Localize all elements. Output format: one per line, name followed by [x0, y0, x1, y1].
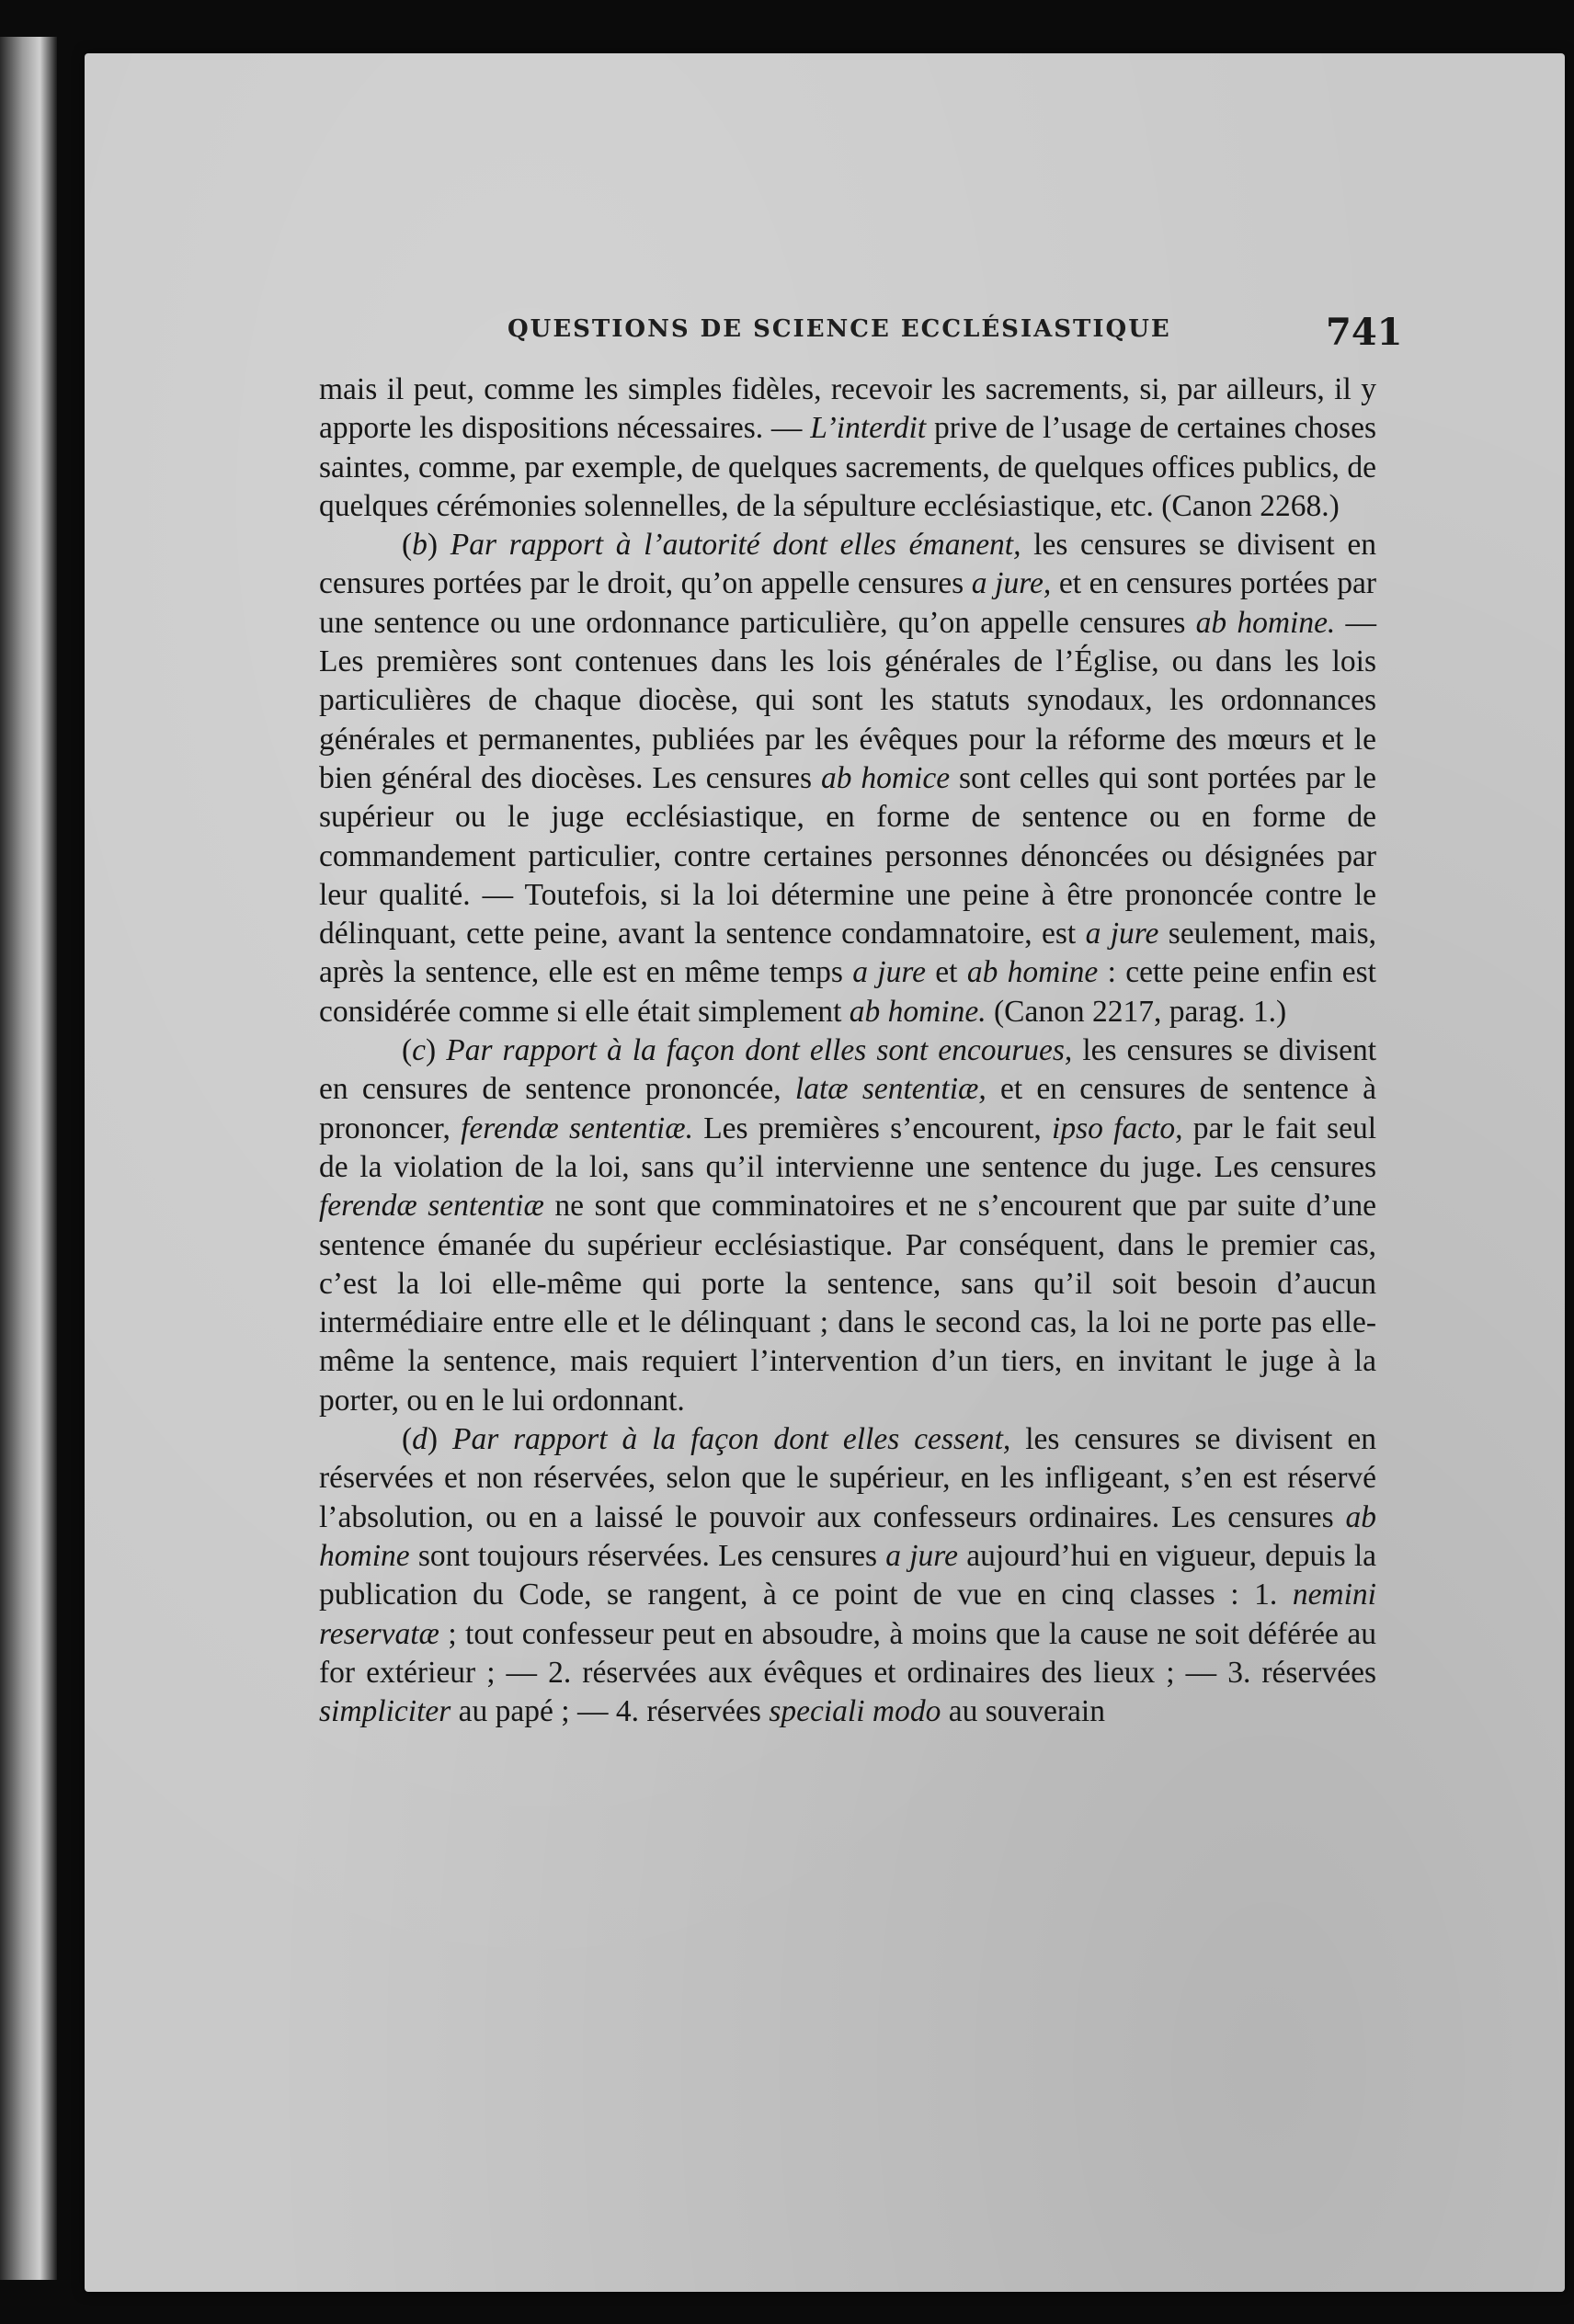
italic-run: ipso facto, — [1052, 1111, 1183, 1145]
book-page — [85, 53, 1565, 2292]
text-run: les censures se divisent en censures de sentence prononcée, — [319, 1033, 1376, 1107]
text-run: ( — [402, 1033, 413, 1068]
text-run: — Les premières sont contenues dans les lois générales de l’Église, ou dans les lois particulières de chaque diocèse, qui sont les statuts synodaux, les ordonnances générales et permanentes, publiées par les évêques pour la réforme des mœurs et le bien général des diocèses. Les censures — [319, 605, 1376, 795]
text-run: au papé ; — 4. réservées — [451, 1694, 770, 1729]
text-run: ; tout confesseur peut en absoudre, à moins que la cause ne soit déférée au for extérieur ; — 2. réservées aux évêques et ordinaires des lieux ; — 3. réservées — [319, 1616, 1376, 1690]
text-run: et en censures portées par une sentence ou une ordonnance particulière, qu’on appelle censures — [319, 566, 1376, 640]
italic-run: latæ sententiæ, — [794, 1072, 987, 1107]
italic-run: L’interdit — [810, 411, 927, 446]
italic-run: Par rapport à l’autorité dont elles émanent, — [450, 528, 1021, 563]
italic-run: ab homine — [966, 955, 1099, 990]
text-run: mais il peut, comme les simples fidèles, recevoir les sacrements, si, par ailleurs, il y apporte les dispositions nécessaires. — — [319, 372, 1376, 446]
running-header: QUESTIONS DE SCIENCE ECCLÉSIASTIQUE — [508, 315, 1171, 343]
italic-run: ferendæ sententiæ. — [461, 1111, 693, 1145]
italic-run: Par rapport à la façon dont elles sont encourues, — [446, 1033, 1073, 1068]
text-run: seulement, mais, après la sentence, elle est en même temps — [319, 917, 1376, 990]
text-run: ) — [426, 1033, 447, 1068]
adjacent-page-edge — [0, 37, 57, 2280]
paragraph — [319, 1420, 1376, 1731]
text-run: sont toujours réservées. Les censures — [409, 1538, 886, 1573]
text-run: sont celles qui sont portées par le supérieur ou le juge ecclésiastique, en forme de sentence ou en forme de commandement particulier, contre certaines personnes dénoncées ou désignées par leur qualité. — Toutefois, si la loi détermine une peine à être prononcée contre le délinquant, cette peine, avant la sentence condamnatoire, est — [319, 760, 1376, 951]
italic-run: simpliciter — [319, 1694, 451, 1729]
italic-run: speciali modo — [769, 1694, 941, 1729]
italic-run: ferendæ sententiæ — [319, 1189, 544, 1224]
italic-run: Par rapport à la façon dont elles cessent, — [451, 1422, 1011, 1457]
text-run: les censures se divisent en réservées et non réservées, selon que le supérieur, en les infligeant, s’en est réservé l’absolution, ou en a laissé le pouvoir aux confesseurs ordinaires. Les censures — [319, 1422, 1377, 1534]
text-run: aujourd’hui en vigueur, depuis la publication du Code, se rangent, à ce point de vue en cinq classes : 1. — [319, 1538, 1376, 1612]
italic-run: nemini reservatæ — [319, 1578, 1376, 1651]
italic-run: a jure — [1085, 917, 1159, 951]
text-run: et en censures de sentence à prononcer, — [319, 1072, 1377, 1145]
italic-run: ab homine. — [849, 994, 987, 1029]
italic-run: d — [412, 1422, 428, 1457]
italic-run: a jure, — [971, 566, 1052, 601]
text-run: ( — [402, 1422, 413, 1457]
text-run: ) — [427, 528, 451, 563]
italic-run: a jure — [852, 955, 926, 990]
page-number: 741 — [1326, 311, 1403, 354]
paragraph — [319, 370, 1376, 526]
text-run: (Canon 2217, parag. 1.) — [986, 994, 1287, 1029]
text-run: les censures se divisent en censures portées par le droit, qu’on appelle censures — [319, 528, 1377, 601]
text-run: et — [925, 955, 967, 990]
paragraph — [319, 526, 1376, 1031]
text-run: ne sont que comminatoires et ne s’encourent que par suite d’une sentence émanée du supérieur ecclésiastique. Par conséquent, dans le premier cas, c’est la loi elle-même qui porte la sentence, sans qu’il soit besoin d’aucun intermédiaire entre elle et le délinquant ; dans le second cas, la loi ne porte pas elle-même la sentence, mais requiert l’intervention d’un tiers, en invitant le juge à la porter, ou en le lui ordonnant. — [319, 1189, 1376, 1418]
text-run: prive de l’usage de certaines choses saintes, comme, par exemple, de quelques sacrements, de quelques offices publics, de quelques cérémonies solennelles, de la sépulture ecclésiastique, etc. (Canon 2268.) — [319, 411, 1376, 523]
text-run: au souverain — [941, 1694, 1105, 1729]
body-text — [319, 370, 1376, 1731]
italic-run: ab homice — [820, 760, 951, 795]
text-run: : cette peine enfin est considérée comme si elle était simplement — [319, 955, 1376, 1029]
italic-run: ab homine. — [1195, 605, 1336, 640]
text-run: Les premières s’encourent, — [692, 1111, 1053, 1145]
paragraph — [319, 1031, 1376, 1420]
italic-run: a jure — [885, 1538, 958, 1573]
text-run: ) — [427, 1422, 452, 1457]
italic-run: b — [412, 528, 428, 563]
text-run: ( — [402, 528, 413, 563]
italic-run: c — [412, 1033, 427, 1068]
text-run: par le fait seul de la violation de la loi, sans qu’il intervienne une sentence du juge. Les censures — [319, 1111, 1377, 1184]
italic-run: ab homine — [319, 1499, 1376, 1573]
